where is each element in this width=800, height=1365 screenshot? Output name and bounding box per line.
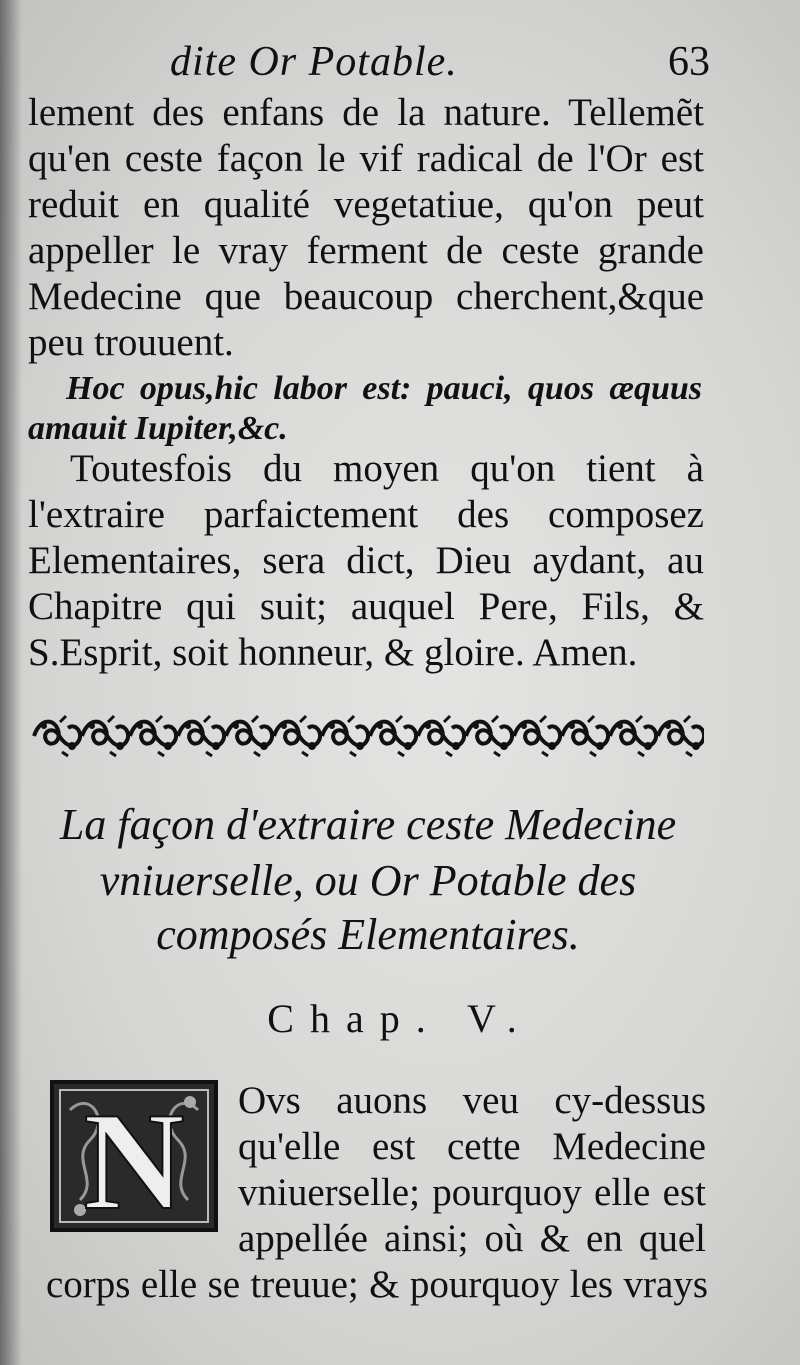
chapter-title-line: La façon d'extraire ceste Medecine <box>59 800 677 849</box>
text-line: Toutesfois du moyen qu'on tient à <box>70 447 704 490</box>
text-line: qu'elle est cette Medecine <box>238 1125 706 1168</box>
text-line: peu trouuent. <box>28 321 234 364</box>
text-line: vniuerselle; pourquoy elle est <box>238 1171 706 1214</box>
text-line: Ovs auons veu cy-dessus <box>238 1079 706 1122</box>
text-line: l'extraire parfaictement des composez <box>28 493 704 536</box>
latin-quote-line: Hoc opus,hic labor est: pauci, quos æquus <box>66 370 702 407</box>
text-line: lement des enfans de la nature. Tellemẽt <box>28 91 704 134</box>
page-gutter-shadow <box>0 0 22 1365</box>
text-line: Elementaires, sera dict, Dieu aydant, au <box>28 539 704 582</box>
text-line: reduit en qualité vegetatiue, qu'on peut <box>28 183 704 226</box>
text-line: corps elle se treuue; & pourquoy les vrays <box>46 1263 708 1306</box>
text-line: appeller le vray ferment de ceste grande <box>28 229 704 272</box>
latin-quote-line: amauit Iupiter,&c. <box>28 410 288 447</box>
page-number: 63 <box>668 39 710 85</box>
ornamental-border <box>32 712 704 760</box>
text-line: qu'en ceste façon le vif radical de l'Or est <box>28 137 704 180</box>
decorated-initial-n <box>50 1080 218 1232</box>
chapter-title-line: composés Elementaires. <box>156 910 580 959</box>
text-line: appellée ainsi; où & en quel <box>238 1217 706 1260</box>
text-line: Chapitre qui suit; auquel Pere, Fils, & <box>28 585 704 628</box>
dropcap-letter: N <box>83 1084 185 1232</box>
chapter-title-line: vniuerselle, ou Or Potable des <box>99 856 637 905</box>
text-line: Medecine que beaucoup cherchent,&que <box>28 275 704 318</box>
chapter-heading: Chap. V. <box>267 996 533 1041</box>
running-title: dite Or Potable. <box>170 39 458 85</box>
page-header <box>170 38 710 88</box>
text-line: S.Esprit, soit honneur, & gloire. Amen. <box>28 631 638 674</box>
